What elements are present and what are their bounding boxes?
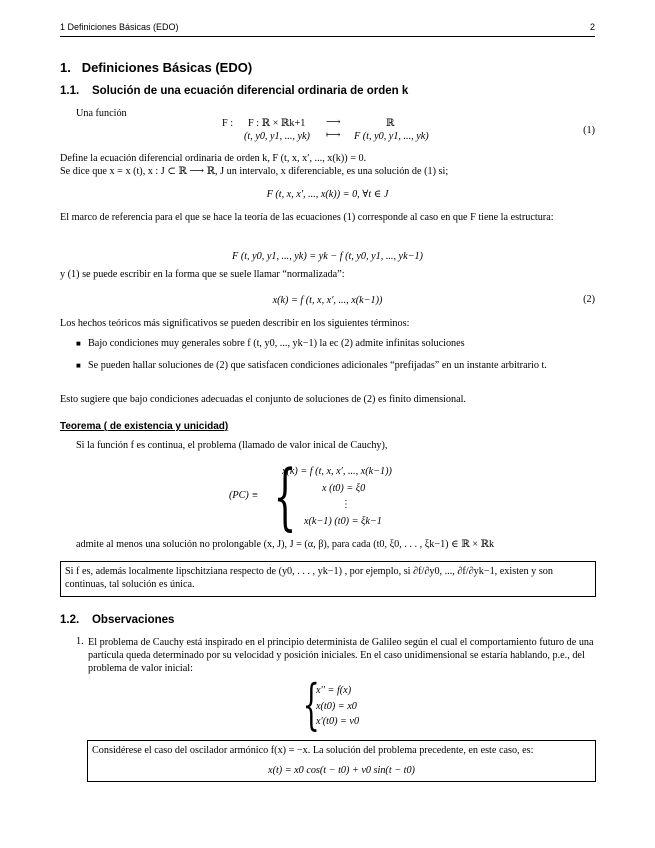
bullet-item (76, 359, 596, 372)
subsection-heading-1 (60, 85, 408, 97)
system-line: x(k) = f (t, x, x′, ..., x(k−1)) (282, 466, 392, 477)
map-label: F : (222, 118, 234, 129)
map-codomain: ℝ (386, 118, 395, 129)
bullet-marker: ■ (76, 361, 81, 370)
running-header (60, 22, 595, 32)
equation-structure: F (t, y0, y1, ..., yk) = yk − f (t, y0, y1, ..., yk−1) (232, 251, 423, 262)
paragraph-sugiere: Esto sugiere que bajo condiciones adecuadas el conjunto de soluciones de (2) es finito dimensional. (60, 394, 466, 405)
map-arrow: ⟶ (326, 117, 341, 128)
bullet-item (76, 337, 596, 350)
map-arguments: (t, y0, y1, ..., yk) (244, 131, 310, 142)
ivp-line: x(t0) = x0 (316, 701, 357, 712)
bullet-marker: ■ (76, 339, 81, 348)
map-maps-to: ⟼ (326, 130, 341, 141)
oscillator-solution: x(t) = x0 cos(t − t0) + v0 sin(t − t0) (268, 765, 415, 776)
system-line: x(k−1) (t0) = ξk−1 (304, 516, 382, 527)
section-heading (60, 60, 252, 75)
equation-tag-2: (2) (583, 294, 595, 305)
subsection-number: 1.1. (60, 85, 80, 97)
subsection-heading-2 (60, 614, 174, 626)
section-title: Definiciones Básicas (EDO) (81, 60, 253, 75)
section-number: 1. (60, 60, 71, 75)
header-rule (60, 36, 595, 37)
theorem-conclusion: admite al menos una solución no prolongable (x, J), J = (α, β), para cada (t0, ξ0, . . . , ξk−1) ∈ ℝ × ℝk (76, 539, 495, 550)
observation-text: El problema de Cauchy está inspirado en el principio determinista de Galileo según el cual el comportamiento futuro de una partícula queda determinado por su velocidad y posición iniciales. En el caso unidimensional se estaría hablando, p.e., del problema de valor inicial: (88, 637, 594, 674)
system-line: x (t0) = ξ0 (322, 483, 366, 494)
ivp-line: x′′ = f(x) (316, 685, 352, 696)
paragraph-hechos: Los hechos teóricos más significativos se pueden describir en los siguientes términos: (60, 318, 410, 329)
subsection-number: 1.2. (60, 614, 80, 626)
system-vdots: ⋮ (341, 499, 352, 510)
bullet-text: Se pueden hallar soluciones de (2) que satisfacen condiciones adicionales “prefijadas” en un instante arbitrario t. (88, 360, 547, 371)
equation-normal: x(k) = f (t, x, x′, ..., x(k−1)) (272, 295, 383, 306)
subsection-title: Observaciones (91, 614, 175, 626)
theorem-intro: Si la función f es continua, el problema (llamado de valor inical de Cauchy), (76, 440, 388, 451)
equation-solution: F (t, x, x′, ..., x(k)) = 0, ∀t ∈ J (266, 189, 389, 200)
ivp-line: x′(t0) = v0 (316, 716, 360, 727)
bullet-text: Bajo condiciones muy generales sobre f (t, y0, ..., yk−1) la ec (2) admite infinitas soluciones (88, 338, 465, 349)
uniqueness-box: Si f es, además localmente lipschitziana respecto de (y0, . . . , yk−1) , por ejemplo, si ∂f/∂y0, ..., ∂f/∂yk−1, existen y son continuas, tal solución es única. (60, 561, 596, 597)
running-title: 1 Definiciones Básicas (EDO) (60, 22, 179, 32)
paragraph-se-dice: Se dice que x = x (t), x : J ⊂ ℝ ⟶ ℝ, J un intervalo, x diferenciable, es una solución de (1) si; (60, 166, 449, 177)
map-domain: F : ℝ × ℝk+1 (248, 118, 306, 129)
theorem-title: Teorema ( de existencia y unicidad) (60, 421, 229, 432)
equation-tag-1: (1) (583, 125, 595, 136)
map-value: F (t, y0, y1, ..., yk) (354, 131, 429, 142)
intro-text: Una función (76, 108, 127, 119)
paragraph-normalizada: y (1) se puede escribir en la forma que se suele llamar “normalizada”: (60, 269, 345, 280)
cauchy-problem-label: (PC) ≡ (229, 490, 259, 501)
oscillator-box (87, 740, 596, 782)
observation-number: 1. (76, 636, 84, 647)
paragraph-define: Define la ecuación diferencial ordinaria de orden k, F (t, x, x′, ..., x(k)) = 0. (60, 153, 367, 164)
subsection-title: Solución de una ecuación diferencial ordinaria de orden k (91, 85, 409, 97)
left-brace: { (273, 454, 297, 538)
left-brace: { (302, 673, 320, 736)
paragraph-marco: El marco de referencia para el que se hace la teoría de las ecuaciones (1) corresponde al caso en que F tiene la estructura: (60, 212, 554, 223)
oscillator-text: Considérese el caso del oscilador armónico f(x) = −x. La solución del problema precedente, en este caso, es: (92, 745, 534, 756)
page-number: 2 (589, 22, 595, 32)
